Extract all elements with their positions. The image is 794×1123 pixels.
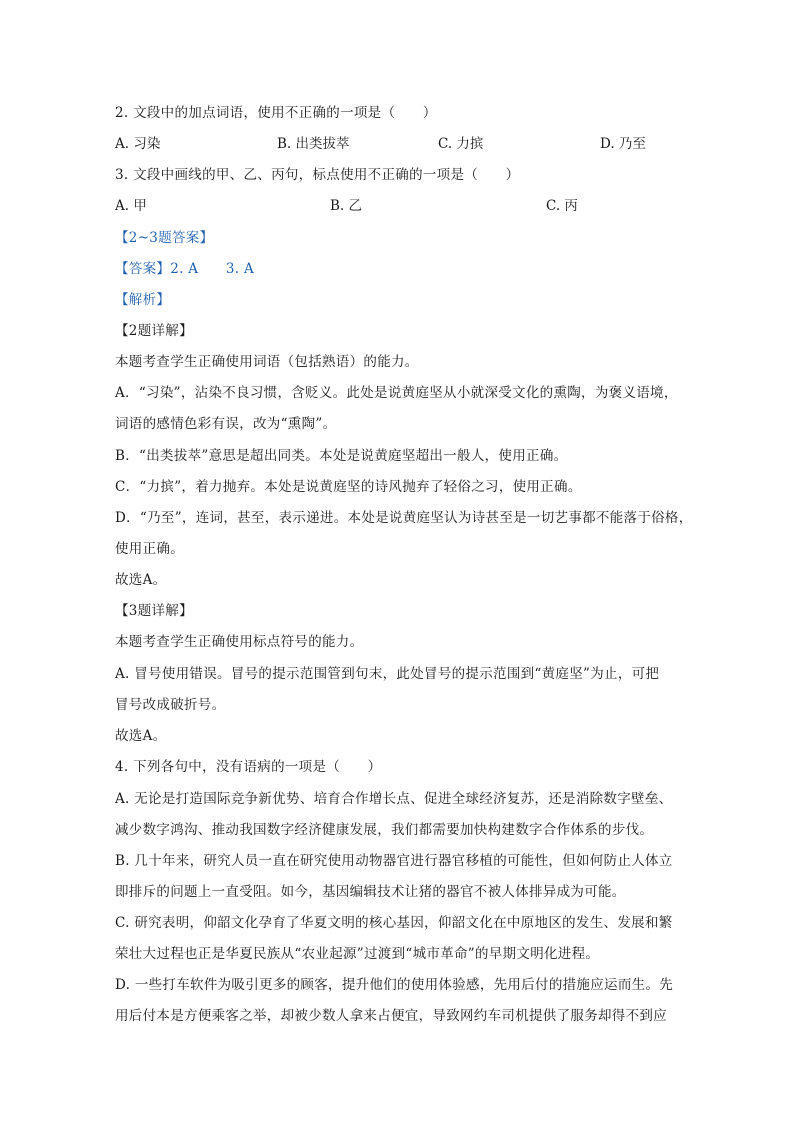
question-4-line: A. 无论是打造国际竞争新优势、培育合作增长点、促进全球经济复苏，还是消除数字壁垒、 xyxy=(115,791,673,807)
detail-3-line: A. 冒号使用错误。冒号的提示范围管到句末，此处冒号的提示范围到“黄庭坚”为止，可把 xyxy=(115,666,660,682)
question-4-line: 荣壮大过程也正是华夏民族从“农业起源”过渡到“城市革命”的早期文明化进程。 xyxy=(115,946,600,962)
question-3-option-c: C. 丙 xyxy=(546,198,578,214)
detail-3-line: 冒号改成破折号。 xyxy=(115,697,226,713)
answer-section-header: 【2~3题答案】 xyxy=(115,230,214,246)
detail-2-line: B．“出类拔萃”意思是超出同类。本处是说黄庭坚超出一般人，使用正确。 xyxy=(115,448,568,464)
analysis-header: 【解析】 xyxy=(115,292,171,308)
question-2-option-c: C. 力摈 xyxy=(438,136,484,152)
answer-line: 【答案】2. A 3. A xyxy=(115,261,255,277)
question-3-option-b: B. 乙 xyxy=(330,198,363,214)
question-4-line: 即排斥的问题上一直受阻。如今，基因编辑技术让猪的器官不被人体排异成为可能。 xyxy=(115,884,626,900)
detail-2-line: 本题考查学生正确使用词语（包括熟语）的能力。 xyxy=(115,354,419,370)
detail-2-line: 故选A。 xyxy=(115,572,167,588)
question-2-option-d: D. 乃至 xyxy=(600,136,646,152)
question-2-option-a: A. 习染 xyxy=(115,136,161,152)
question-4-line: B. 几十年来，研究人员一直在研究使用动物器官进行器官移植的可能性，但如何防止人体立 xyxy=(115,853,673,869)
detail-2-line: 使用正确。 xyxy=(115,541,184,557)
question-4-line: 用后付本是方便乘客之举，却被少数人拿来占便宜，导致网约车司机提供了服务却得不到应 xyxy=(115,1008,667,1024)
question-3-stem: 3. 文段中画线的甲、乙、丙句，标点使用不正确的一项是（ ） xyxy=(115,167,520,183)
detail-2-line: C．“力摈”，着力抛弃。本处是说黄庭坚的诗风抛弃了轻俗之习，使用正确。 xyxy=(115,479,582,495)
detail-2-line: D．“乃至”，连词，甚至，表示递进。本处是说黄庭坚认为诗甚至是一切艺事都不能落于俗格， xyxy=(115,510,693,526)
detail-3-line: 本题考查学生正确使用标点符号的能力。 xyxy=(115,634,364,650)
question-4-line: D. 一些打车软件为吸引更多的顾客，提升他们的使用体验感，先用后付的措施应运而生。先 xyxy=(115,977,674,993)
detail-2-line: 词语的感情色彩有误，改为“熏陶”。 xyxy=(115,416,337,432)
detail-2-header: 【2题详解】 xyxy=(115,323,193,339)
question-4-line: 减少数字鸿沟、推动我国数字经济健康发展，我们都需要加快构建数字合作体系的步伐。 xyxy=(115,822,654,838)
detail-2-line: A．“习染”，沾染不良习惯，含贬义。此处是说黄庭坚从小就深受文化的熏陶，为褒义语境， xyxy=(115,385,678,401)
detail-3-header: 【3题详解】 xyxy=(115,603,193,619)
question-2-option-b: B. 出类拔萃 xyxy=(277,136,350,152)
question-4-line: C. 研究表明，仰韶文化孕育了华夏文明的核心基因，仰韶文化在中原地区的发生、发展和繁 xyxy=(115,915,673,931)
question-3-option-a: A. 甲 xyxy=(115,198,147,214)
question-4-stem: 4. 下列各句中，没有语病的一项是（ ） xyxy=(115,759,382,775)
question-2-stem: 2. 文段中的加点词语，使用不正确的一项是（ ） xyxy=(115,105,437,121)
detail-3-line: 故选A。 xyxy=(115,728,167,744)
